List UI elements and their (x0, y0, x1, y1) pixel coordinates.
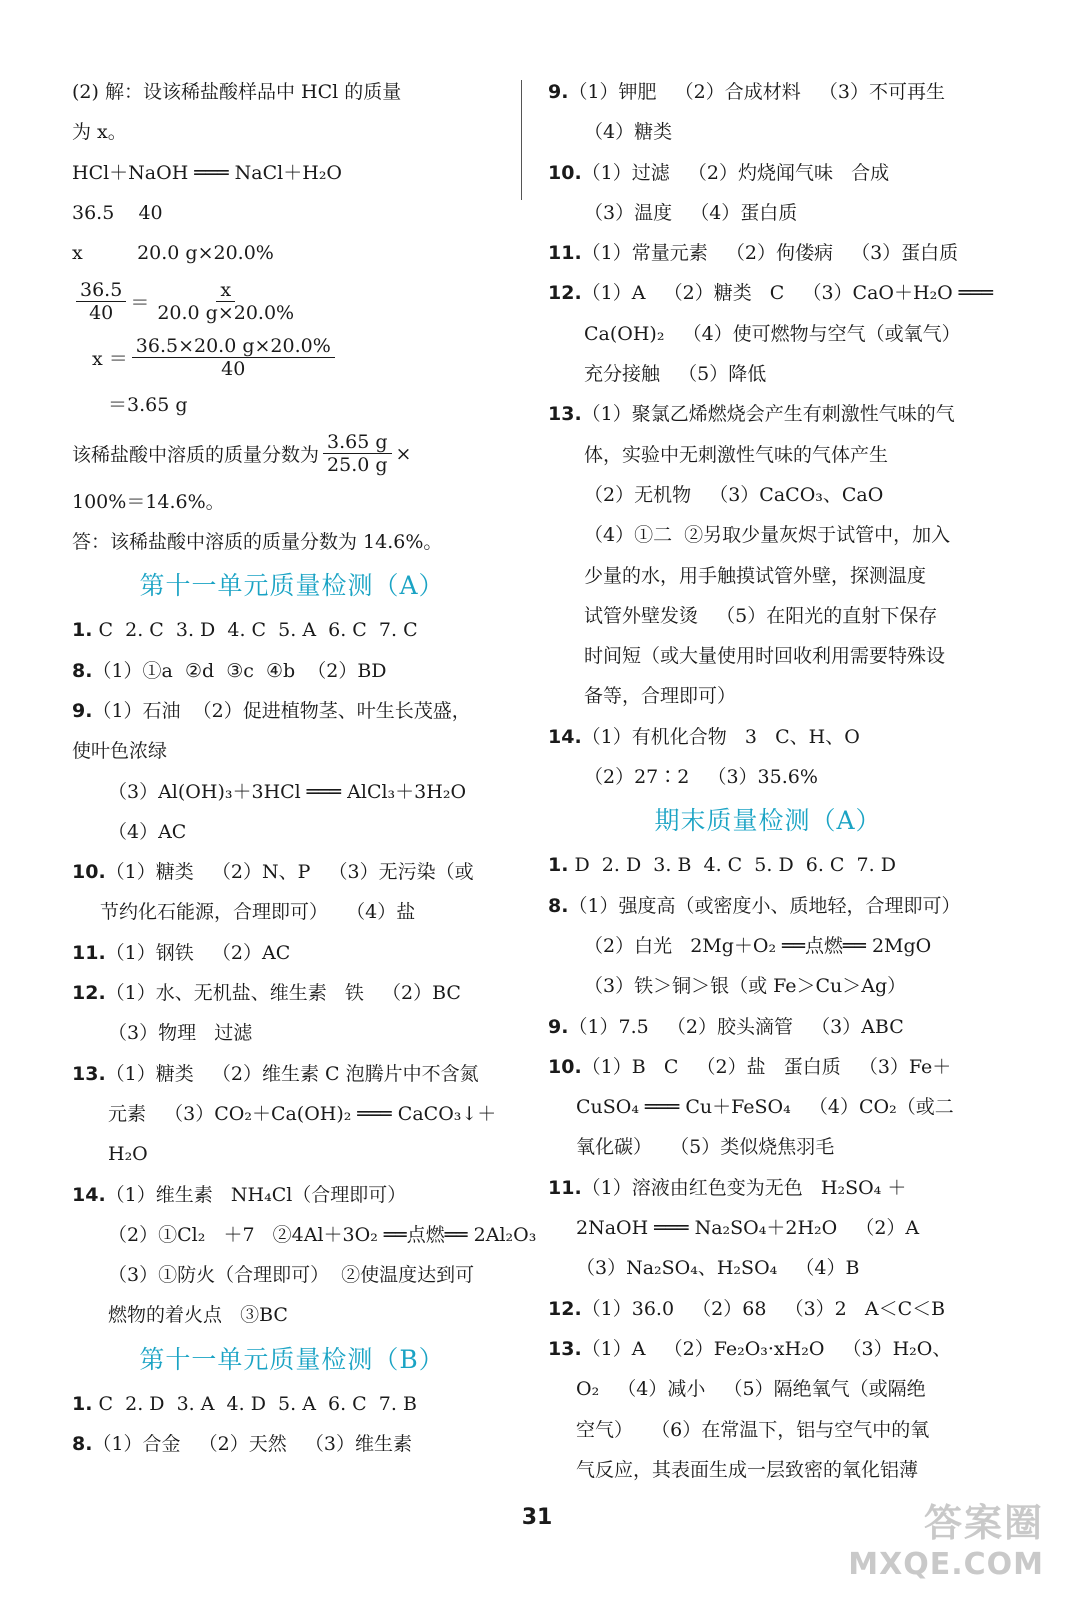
left-column (72, 72, 537, 1464)
question-number: 9. (72, 699, 93, 722)
answer-line (72, 772, 512, 812)
answer-text: （2）①Cl₂ ＋7 ②4Al＋3O₂ ══点燃══ 2Al₂O₃ (108, 1223, 537, 1246)
answer-line (548, 1047, 988, 1087)
question-number: 8. (72, 1433, 93, 1456)
text-line: 为 x。 (72, 121, 127, 144)
equation-line: x 20.0 g×20.0% (72, 242, 274, 265)
question-number: 10. (548, 1055, 582, 1078)
mass-fraction-text: 该稀盐酸中溶质的质量分数为 (72, 444, 320, 467)
answer-line (548, 515, 988, 555)
answer-text: （1）溶液由红色变为无色 H₂SO₄ ＋ (581, 1176, 907, 1199)
question-number: 13. (72, 1062, 106, 1085)
answer-text: （1）糖类 （2）N、P （3）无污染（或 (105, 861, 474, 884)
answer-line (72, 610, 512, 650)
answer-text: 元素 （3）CO₂＋Ca(OH)₂ ═══ CaCO₃↓＋ (108, 1102, 497, 1125)
answer-text: 试管外壁发烫 （5）在阳光的直射下保存 (584, 604, 938, 627)
answer-line (548, 1289, 988, 1329)
answer-text: （1）合金 （2）天然 （3）维生素 (92, 1433, 412, 1456)
answer-list (548, 845, 988, 1490)
question-number: 8. (72, 659, 93, 682)
equation-prefix: x ＝ (92, 347, 128, 370)
answer-line (72, 1424, 512, 1464)
answer-line (72, 973, 512, 1013)
answer-text: 空气） （6）在常温下，铝与空气中的氧 (576, 1418, 930, 1441)
answer-text: （1）有机化合物 3 C、H、O (581, 725, 860, 748)
answer-text: 充分接触 （5）降低 (584, 363, 767, 386)
question-number: 13. (548, 1337, 582, 1360)
watermark-url: MXQE.COM (848, 1547, 1044, 1582)
answer-line (72, 892, 512, 932)
answer-line (548, 845, 988, 885)
answer-text: （1）钢铁 （2）AC (105, 941, 291, 964)
answer-line (72, 1175, 512, 1215)
answer-line (72, 1054, 512, 1094)
question-number: 14. (548, 725, 582, 748)
answer-line (548, 233, 988, 273)
answer-text: O₂ （4）减小 （5）隔绝氧气（或隔绝 (576, 1378, 926, 1401)
fraction (323, 431, 392, 476)
answer-text: （1）维生素 NH₄Cl（合理即可） (105, 1183, 407, 1206)
question-number: 13. (548, 403, 582, 426)
answer-line (72, 1384, 512, 1424)
equation-line: HCl＋NaOH ═══ NaCl＋H₂O (72, 161, 343, 184)
answer-line (548, 1087, 988, 1127)
answer-line (548, 1450, 988, 1490)
answer-line (548, 394, 988, 434)
answer-list (72, 610, 537, 1335)
times-sign: × (395, 442, 412, 465)
fraction (76, 279, 126, 324)
answer-text: 备等，合理即可） (584, 685, 737, 708)
answer-line (72, 731, 512, 771)
answer-line (72, 1295, 512, 1335)
fraction (153, 279, 298, 324)
section-heading: 第十一单元质量检测（B） (139, 1344, 445, 1374)
answer-line (548, 153, 988, 193)
answer-text: （2）白光 2Mg＋O₂ ══点燃══ 2MgO (584, 934, 932, 957)
text-line: 100%＝14.6%。 (72, 490, 225, 513)
answer-text: 少量的水，用手触摸试管外壁，探测温度 (584, 564, 927, 587)
question-number: 1. (72, 1392, 93, 1415)
question-number: 9. (548, 1015, 569, 1038)
answer-text: 2NaOH ═══ Na₂SO₄＋2H₂O （2）A (576, 1217, 920, 1240)
answer-text: 节约化石能源，合理即可） （4）盐 (100, 901, 416, 924)
fraction-numerator: 3.65 g (323, 431, 392, 454)
answer-text: H₂O (108, 1143, 148, 1166)
question-number: 12. (72, 982, 106, 1005)
answer-line (72, 1215, 537, 1255)
answer-line (72, 1013, 512, 1053)
answer-text: （1）常量元素 （2）佝偻病 （3）蛋白质 (581, 242, 959, 265)
answer-line (72, 812, 512, 852)
text-line: (2) 解：设该稀盐酸样品中 HCl 的质量 (72, 81, 402, 103)
answer-line (548, 1168, 988, 1208)
answer-text: C 2. C 3. D 4. C 5. A 6. C 7. C (92, 619, 418, 642)
answer-line (548, 354, 988, 394)
answer-text: （3）Al(OH)₃＋3HCl ═══ AlCl₃＋3H₂O (108, 780, 467, 803)
answer-text: 气反应，其表面生成一层致密的氧化铝薄 (576, 1458, 919, 1481)
answer-line (548, 926, 988, 966)
answer-text: Ca(OH)₂ （4）使可燃物与空气（或氧气） (584, 322, 961, 345)
answer-text: （3）物理 过滤 (108, 1022, 253, 1045)
answer-line (548, 475, 988, 515)
answer-text: C 2. D 3. A 4. D 5. A 6. C 7. B (92, 1392, 417, 1415)
answer-line (548, 717, 988, 757)
equation-result: ＝3.65 g (108, 394, 188, 417)
question-number: 11. (72, 941, 106, 964)
answer-text: 使叶色浓绿 (72, 740, 168, 763)
answer-text: （4）AC (108, 820, 187, 843)
answer-line (72, 1094, 512, 1134)
answer-text: D 2. D 3. B 4. C 5. D 6. C 7. D (568, 854, 896, 877)
answer-line (548, 757, 988, 797)
answer-line (548, 72, 988, 112)
question-number: 10. (72, 861, 106, 884)
answer-text: （3）①防火（合理即可） ②使温度达到可 (108, 1264, 475, 1287)
answer-text: （3）Na₂SO₄、H₂SO₄ （4）B (576, 1257, 860, 1280)
answer-text: （1）A （2）糖类 C （3）CaO＋H₂O ═══ (581, 282, 994, 305)
question-number: 14. (72, 1183, 106, 1206)
fraction-numerator: 36.5 (76, 279, 126, 302)
answer-line (72, 852, 512, 892)
answer-list (72, 1384, 512, 1465)
section-heading: 第十一单元质量检测（A） (139, 571, 445, 601)
answer-line (548, 676, 988, 716)
answer-line (548, 1329, 988, 1369)
answer-text: （3）铁＞铜＞银（或 Fe＞Cu＞Ag） (584, 975, 907, 998)
page-number: 31 (521, 1505, 553, 1530)
section-heading: 期末质量检测（A） (654, 806, 882, 836)
answer-line (72, 691, 512, 731)
fraction-denominator: 40 (89, 301, 114, 324)
watermark-logo (844, 1492, 1044, 1592)
answer-line (548, 1248, 988, 1288)
question-number: 9. (548, 81, 569, 103)
answer-line (548, 1369, 988, 1409)
answer-text: 氧化碳） （5）类似烧焦羽毛 (576, 1136, 835, 1159)
fraction-denominator: 25.0 g (327, 454, 388, 477)
answer-text: （4）①二 ②另取少量灰烬于试管中，加入 (584, 524, 951, 547)
answer-line: 答：该稀盐酸中溶质的质量分数为 14.6%。 (72, 531, 443, 554)
answer-text: 燃物的着火点 ③BC (108, 1304, 288, 1327)
fraction-numerator: 36.5×20.0 g×20.0% (132, 335, 335, 358)
answer-line (548, 314, 988, 354)
fraction (132, 335, 335, 380)
answer-text: 体，实验中无刺激性气味的气体产生 (584, 443, 889, 466)
mass-fraction-line (72, 426, 512, 482)
answer-line (548, 112, 988, 152)
answer-line (548, 966, 988, 1006)
answer-text: （1）B C （2）盐 蛋白质 （3）Fe＋ (581, 1055, 952, 1078)
proportion-equation: $\frac{36.5}{40}$ ＝ $\frac{x}{20.0 g\times 20.0\%}$ (72, 273, 512, 329)
answer-text: （1）36.0 （2）68 （3）2 A＜C＜B (581, 1297, 946, 1320)
answer-text: （1）7.5 （2）胶头滴管 （3）ABC (568, 1015, 904, 1038)
answer-line (72, 651, 512, 691)
answer-line (548, 1410, 988, 1450)
question-number: 1. (548, 854, 569, 877)
fraction-numerator: x (216, 279, 235, 302)
answer-line (548, 193, 988, 233)
question-number: 1. (72, 619, 93, 642)
question-number: 12. (548, 282, 582, 305)
answer-text: （1）聚氯乙烯燃烧会产生有刺激性气味的气 (581, 403, 955, 426)
answer-line (72, 933, 512, 973)
answer-text: （1）过滤 （2）灼烧闻气味 合成 (581, 161, 890, 184)
answer-text: （1）糖类 （2）维生素 C 泡腾片中不含氮 (105, 1062, 479, 1085)
answer-text: （1）A （2）Fe₂O₃·xH₂O （3）H₂O、 (581, 1337, 952, 1360)
answer-text: （2）无机物 （3）CaCO₃、CaO (584, 483, 884, 506)
question-number: 11. (548, 1176, 582, 1199)
fraction-denominator: 20.0 g×20.0% (157, 301, 295, 324)
column-divider (521, 80, 522, 200)
answer-text: （2）27∶2 （3）35.6% (584, 766, 818, 789)
answer-line (548, 1208, 988, 1248)
answer-line (548, 636, 988, 676)
answer-text: CuSO₄ ═══ Cu＋FeSO₄ （4）CO₂（或二 (576, 1096, 954, 1119)
question-number: 10. (548, 161, 582, 184)
question-number: 8. (548, 894, 569, 917)
watermark-text: 答案圈 (923, 1501, 1044, 1545)
answer-text: 时间短（或大量使用时回收利用需要特殊设 (584, 645, 946, 668)
answer-list (548, 72, 994, 797)
answer-text: （1）石油 （2）促进植物茎、叶生长茂盛， (92, 699, 471, 722)
answer-text: （4）糖类 (584, 121, 673, 144)
answer-text: （1）①a ②d ③c ④b （2）BD (92, 659, 387, 682)
solve-equation (72, 329, 512, 385)
answer-line (548, 273, 994, 313)
question-number: 12. (548, 1297, 582, 1320)
answer-line (548, 596, 988, 636)
answer-line (72, 1134, 512, 1174)
fraction-denominator: 40 (221, 357, 246, 380)
equation-line: 36.5 40 (72, 201, 163, 224)
answer-text: （3）温度 （4）蛋白质 (584, 201, 798, 224)
answer-line (548, 435, 988, 475)
answer-line (548, 1007, 988, 1047)
question-number: 11. (548, 242, 582, 265)
answer-text: （1）强度高（或密度小、质地轻，合理即可） (568, 894, 961, 917)
answer-line (548, 886, 988, 926)
answer-line (72, 1255, 512, 1295)
answer-line (548, 556, 988, 596)
answer-text: （1）钾肥 （2）合成材料 （3）不可再生 (568, 81, 945, 103)
answer-text: （1）水、无机盐、维生素 铁 （2）BC (105, 982, 461, 1005)
answer-line (548, 1127, 988, 1167)
right-column (548, 72, 994, 1490)
